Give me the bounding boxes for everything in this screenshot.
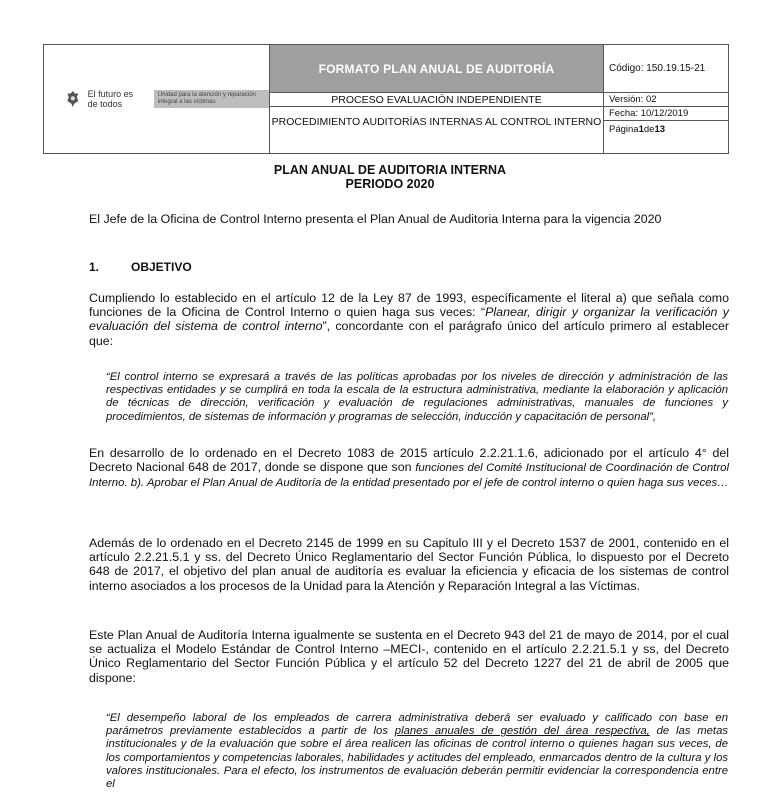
coat-of-arms-icon [66, 86, 80, 112]
paragraph-1-text-b: ”, concordante con el parágrafo único del artículo primero al establecer que: [89, 319, 729, 348]
header-middle-column [270, 45, 604, 153]
quote-2-underlined: planes anuales de gestión del área respectiva, [394, 725, 650, 738]
page-prefix: Página [609, 123, 639, 135]
section-number: 1. [89, 260, 100, 274]
title-line-1: PLAN ANUAL DE AUDITORIA INTERNA [273, 163, 507, 177]
paragraph-3: Además de lo ordenado en el Decreto 2145 de 1999 en su Capitulo III y el Decreto 1537 de 2001, contenido en el artículo 2.2.21.5.1 y ss. del Decreto Único Reglamentario del Sector Función Pública, lo dispuesto por el Decreto 648 de 2017, el objetivo del plan anual de auditoría es evaluar la eficiencia y eficacia de los sistemas de control interno asociados a los procesos de la Unidad para la Atención y Reparación Integral a las Víctimas. [89, 536, 729, 593]
document-version: Versión: 02 [603, 93, 728, 107]
quote-2-text-a: “El desempeño laboral de los empleados de carrera administrativa deberá ser evaluado y calificado con base en parámetros previamente establecidos a partir de los [106, 712, 728, 738]
document-date: Fecha: 10/12/2019 [603, 107, 728, 121]
intro-paragraph: El Jefe de la Oficina de Control Interno presenta el Plan Anual de Auditoria Interna para la vigencia 2020 [89, 212, 662, 226]
quote-2-text-b: de las metas institucionales y de la evaluación que sobre el área realicen las oficinas de control interno o quienes hagan sus veces, de los comportamientos y competencias laborales, habilidades y actitudes del empleado, enmarcados dentro de la cultura y los valores institucionales. Para el efecto, los instrumentos de evaluación deberán permitir evidenciar la correspondencia entre el [106, 725, 729, 791]
logo-agency-name: Unidad para la atención y reparación integral a las víctimas [154, 90, 269, 108]
page-number [603, 121, 728, 137]
quote-2 [106, 712, 728, 791]
paragraph-1-text-a: Cumpliendo lo establecido en el artículo 12 de la Ley 87 de 1993, específicamente el literal a) que señala como funciones de la Oficina de Control Interno o quien haga sus veces: “ [89, 291, 729, 320]
document-header-table [43, 44, 729, 154]
paragraph-1-italic: Planear, dirigir y organizar la verificación y evaluación del sistema de control interno [89, 305, 729, 334]
paragraph-1 [89, 291, 729, 348]
page-current: 1 [638, 123, 644, 135]
quote-1: “El control interno se expresará a través de las políticas aprobadas por los niveles de dirección y administración de las respectivas entidades y se cumplirá en toda la escala de la estructura administrativa, mediante la elaboración y aplicación de técnicas de dirección, verificación y evaluación de regulaciones administrativas, manuales de funciones y procedimientos, de sistemas de información y programas de selección, inducción y capacitación de personal”, [106, 371, 728, 423]
paragraph-2-text: En desarrollo de lo ordenado en el Decreto 1083 de 2015 artículo 2.2.21.1.6, adicionado por el artículo 4° del Decreto Nacional 648 de 2017, donde se dispone que son [89, 446, 729, 475]
section-heading [89, 260, 192, 274]
procedure-name: PROCEDIMIENTO AUDITORÍAS INTERNAS AL CONTROL INTERNO [271, 115, 602, 128]
paragraph-4: Este Plan Anual de Auditoría Interna igualmente se sustenta en el Decreto 943 del 21 de mayo de 2014, por el cual se actualiza el Modelo Estándar de Control Interno –MECI-, contenido en el artículo 2.2.21.5.1 y ss, del Decreto Único Reglamentario del Sector Función Pública y el artículo 52 del Decreto 1227 del 21 de abril de 2005 que dispone: [89, 628, 729, 685]
process-name: PROCESO EVALUACIÓN INDEPENDIENTE [270, 93, 603, 107]
logo-slogan: El futuro es de todos [87, 89, 134, 109]
section-title: OBJETIVO [131, 260, 192, 274]
logo-cell [44, 45, 270, 153]
paragraph-2 [89, 446, 729, 491]
form-title: FORMATO PLAN ANUAL DE AUDITORÍA [270, 45, 603, 93]
document-code: Código: 150.19.15-21 [603, 45, 728, 93]
header-right-column [603, 45, 728, 153]
page-total: 13 [654, 123, 666, 135]
paragraph-2-italic: funciones del Comité Institucional de Coordinación de Control Interno. b). Aprobar el Plan Anual de Auditoría de la entidad presentado por el jefe de control interno o quien haga sus veces… [89, 462, 729, 490]
page-mid: de [643, 123, 655, 135]
document-title [0, 163, 780, 191]
title-line-2: PERIODO 2020 [345, 177, 435, 191]
